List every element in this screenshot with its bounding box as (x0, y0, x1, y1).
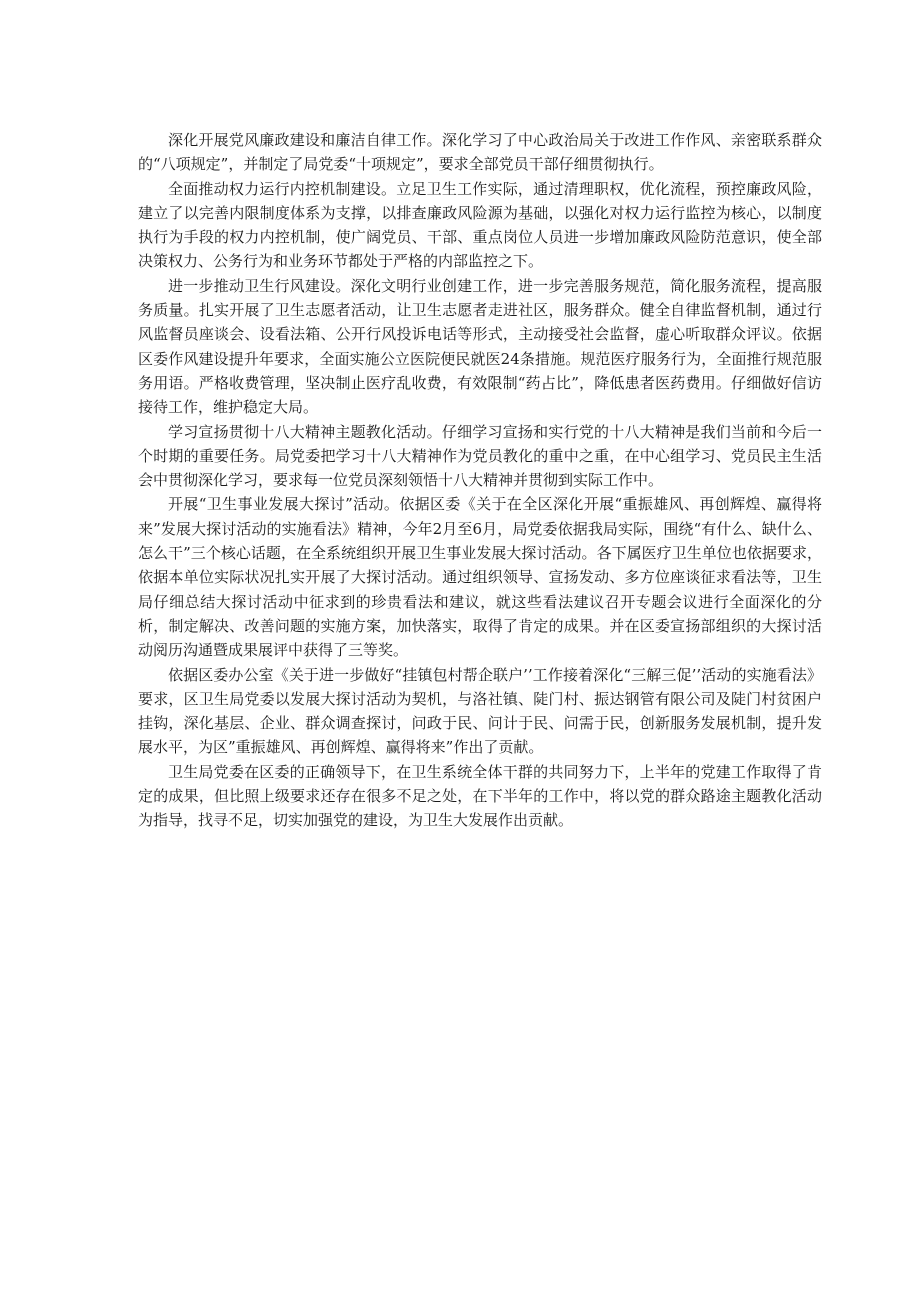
paragraph-village-linkage: 依据区委办公室《关于进一步做好“挂镇包村帮企联户’’工作接着深化“三解三促’’活动的实施看法》要求，区卫生局党委以发展大探讨活动为契机，与洛社镇、陡门村、振达钢管有限公司及陡门村贫困户挂钩，深化基层、企业、群众调查探讨，问政于民、问计于民、问需于民，创新服务发展机制，提升发展水平，为区”重振雄风、再创辉煌、赢得将来”作出了贡献。 (138, 665, 822, 757)
paragraph-summary: 卫生局党委在区委的正确领导下，在卫生系统全体干群的共同努力下，上半年的党建工作取得了肯定的成果，但比照上级要求还存在很多不足之处，在下半年的工作中，将以党的群众路途主题教化活动为指导，找寻不足，切实加强党的建设，为卫生大发展作出贡献。 (138, 762, 822, 830)
paragraph-18th-congress-study: 学习宣扬贯彻十八大精神主题教化活动。仔细学习宣扬和实行党的十八大精神是我们当前和今后一个时期的重要任务。局党委把学习十八大精神作为党员教化的重中之重，在中心组学习、党员民主生活会中贯彻深化学习，要求每一位党员深刻领悟十八大精神并贯彻到实际工作中。 (138, 422, 822, 490)
paragraph-party-conduct: 深化开展党风廉政建设和廉洁自律工作。深化学习了中心政治局关于改进工作作风、亲密联系群众的“八项规定”，并制定了局党委“十项规定”，要求全部党员干部仔细贯彻执行。 (138, 131, 822, 174)
paragraph-power-control: 全面推动权力运行内控机制建设。立足卫生工作实际，通过清理职权，优化流程，预控廉政风险，建立了以完善内限制度体系为支撑，以排查廉政风险源为基础，以强化对权力运行监控为核心，以制度执行为手段的权力内控机制，使广阔党员、干部、重点岗位人员进一步增加廉政风险防范意识，使全部决策权力、公务行为和业务环节都处于严格的内部监控之下。 (138, 179, 822, 271)
paragraph-development-discussion: 开展“卫生事业发展大探讨”活动。依据区委《关于在全区深化开展“重振雄风、再创辉煌、赢得将来”发展大探讨活动的实施看法》精神，今年2月至6月，局党委依据我局实际，围绕“有什么、缺什么、怎么干”三个核心话题，在全系统组织开展卫生事业发展大探讨活动。各下属医疗卫生单位也依据要求，依据本单位实际状况扎实开展了大探讨活动。通过组织领导、宣扬发动、多方位座谈征求看法等，卫生局仔细总结大探讨活动中征求到的珍贵看法和建议，就这些看法建议召开专题会议进行全面深化的分析，制定解决、改善问题的实施方案，加快落实，取得了肯定的成果。并在区委宣扬部组织的大探讨活动阅历沟通暨成果展评中获得了三等奖。 (138, 495, 822, 660)
paragraph-health-conduct: 进一步推动卫生行风建设。深化文明行业创建工作，进一步完善服务规范，简化服务流程，提高服务质量。扎实开展了卫生志愿者活动，让卫生志愿者走进社区，服务群众。健全自律监督机制，通过行风监督员座谈会、设看法箱、公开行风投诉电话等形式，主动接受社会监督，虚心听取群众评议。依据区委作风建设提升年要求，全面实施公立医院便民就医24条措施。规范医疗服务行为，全面推行规范服务用语。严格收费管理，坚决制止医疗乱收费，有效限制“药占比”，降低患者医药费用。仔细做好信访接待工作，维护稳定大局。 (138, 276, 822, 417)
document-body (138, 128, 822, 833)
